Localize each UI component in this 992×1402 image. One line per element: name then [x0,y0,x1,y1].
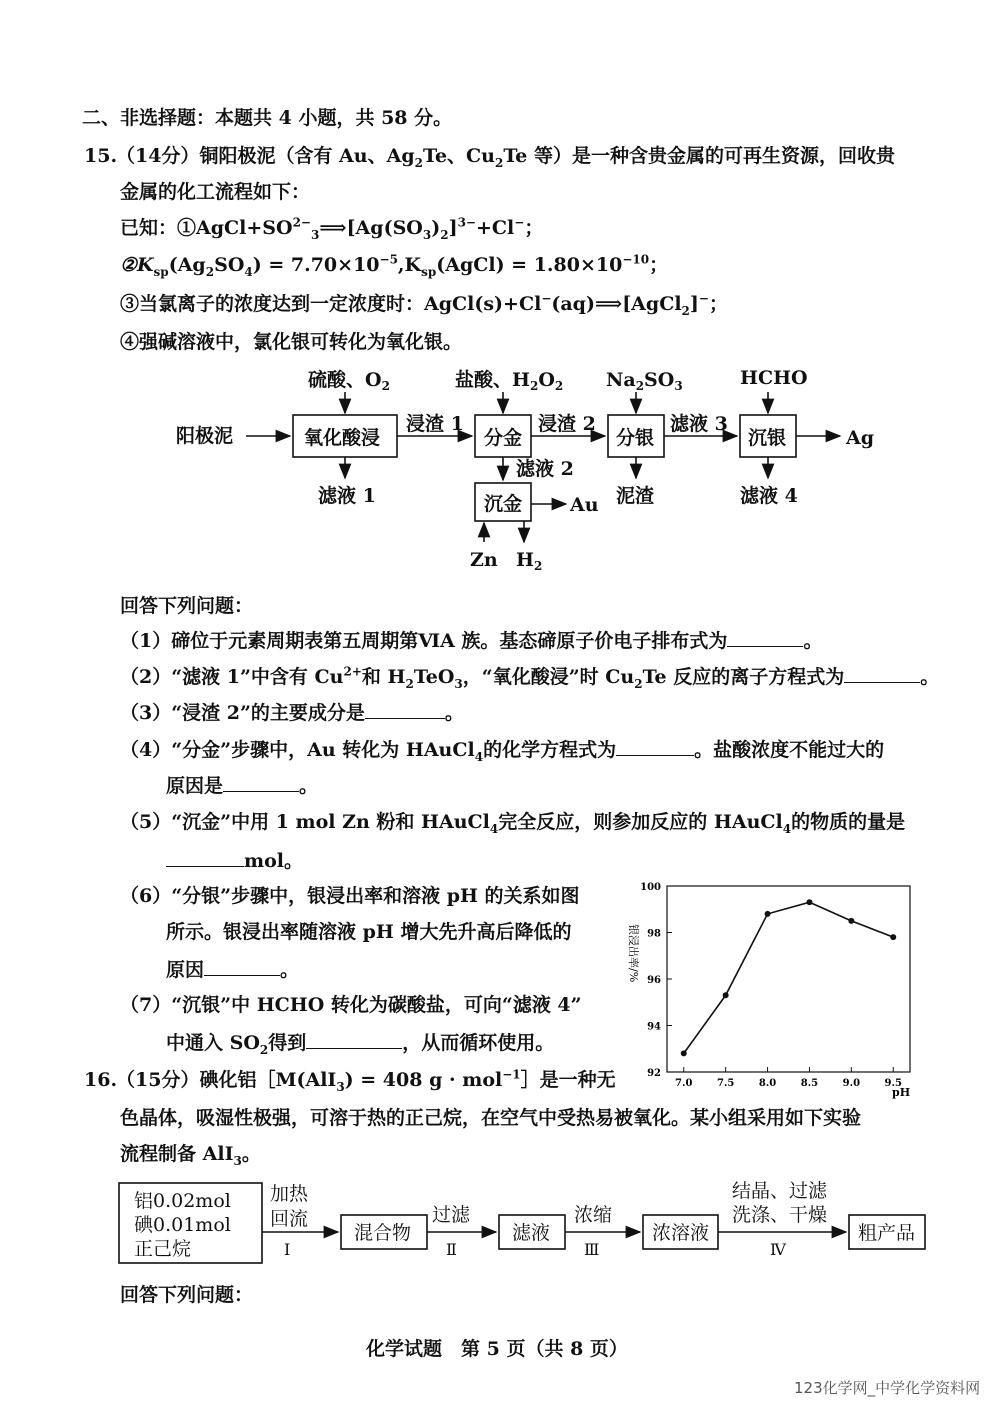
q16-line2: 色晶体，吸湿性极强，可溶于热的正己烷，在空气中受热易被氧化。某小组采用如下实验 [120,1107,862,1129]
y-tick-label: 98 [647,928,661,940]
q15-part7-l1: （7）“沉银”中 HCHO 转化为碳酸盐，可向“滤液 4” [120,994,582,1016]
known-1: 已知：$①AgCl+SO^{2-}_3⟹[Ag(SO_3)_2]^{3-}+Cl^-$； [120,215,544,242]
chart-ylabel: 银浸出率/% [627,924,640,983]
q15-part2: （2）“滤液 1”中含有 $Cu^{2+}$和 $H_2TeO_3$，“氧化酸浸”时 $Cu_2Te$ 反应的离子方程式为 。 [120,664,940,691]
data-point [890,934,896,940]
y-tick-label: 100 [640,882,661,893]
data-point [723,992,729,998]
flow16-box2-label: 滤液 [512,1222,551,1244]
q16-number: 16. [84,1069,118,1091]
q16-line3: 流程制备 AlI$_3$。 [120,1143,261,1168]
flow-product5: Au [570,494,599,516]
q16-line1: （15分）碘化铝［M(AlI$_3$) = 408 g · mol$^{-1}$］是一种无 [116,1067,616,1094]
flow-reagent4: HCHO [740,367,808,389]
known-2: $②K_{sp}(Ag_2SO_4)$ = $7.70\times 10^{-5},K_{sp}(AgCl) = 1.80\times 10^{-10}$； [120,252,669,279]
chart-series-line [684,902,893,1053]
q15-part4-line2: 原因是 。 [166,775,319,797]
answer-intro-16: 回答下列问题： [120,1284,254,1306]
flow16-step4-n: Ⅳ [770,1240,786,1259]
q15-part6-l3: 原因 。 [166,959,300,981]
flow-reagent3: $Na_2SO_3$ [606,369,683,393]
flow16-box3-label: 浓溶液 [652,1222,710,1244]
known-3: ③当氯离子的浓度达到一定浓度时：AgCl(s)+Cl−(aq)⟹[AgCl$_2$]−； [120,291,728,318]
flow-box3-label: 分银 [616,427,655,449]
flow16-step2: 过滤 [432,1204,471,1226]
q15-part3: （3）“浸渣 2”的主要成分是 。 [120,702,464,724]
flow-box2-label: 分金 [484,427,523,449]
q15-number: 15. [84,145,118,167]
flow-mid2: 浸渣 2 [538,413,596,435]
page-footer: 化学试题 第 5 页（共 8 页） [366,1338,628,1360]
flow-out4: 滤液 4 [740,485,798,507]
flow16-step1-b: 回流 [270,1208,309,1230]
data-point [681,1050,687,1056]
q15-part4: （4）“分金”步骤中，Au 转化为 HAuCl$_4$的化学方程式为 。盐酸浓度不能过大的 [120,739,885,764]
flow16-step1-n: I [284,1240,291,1259]
flow-reagent1: 硫酸、$O_2$ [308,369,390,393]
flow-start: 阳极泥 [176,425,234,447]
q15-part5: （5）“沉金”中用 1 mol Zn 粉和 HAuCl$_4$完全反应，则参加反应的 HAuCl$_4$的物质的量是 [120,811,906,836]
data-point [848,918,854,924]
flow-product: Ag [846,427,875,449]
section-title: 二、非选择题：本题共 4 小题，共 58 分。 [82,107,453,129]
watermark: 123化学网_中学化学资料网 [794,1379,981,1397]
flow-mid3: 滤液 3 [670,413,728,435]
x-tick-label: 8.0 [758,1078,777,1089]
flow16-step3-n: Ⅲ [584,1240,600,1259]
silver-leaching-chart [610,872,930,1102]
q15-part6-l1: （6）“分银”步骤中，银浸出率和溶液 pH 的关系如图 [120,885,580,907]
flow-out2: 滤液 2 [516,458,574,480]
flow-out5: $H_2$ [516,549,543,573]
q15-head-line2: 金属的化工流程如下： [120,181,311,203]
flow-box5-label: 沉金 [484,493,523,515]
flow16-step4-b: 洗涤、干燥 [732,1204,828,1226]
flow-mid1: 浸渣 1 [406,413,464,435]
x-tick-label: 9.0 [842,1078,861,1089]
q15-part5-line2: mol。 [166,848,303,873]
flow16-box1-label: 混合物 [354,1222,412,1244]
flow-reagent2: 盐酸、$H_2O_2$ [455,369,564,393]
y-tick-label: 96 [647,975,661,986]
flow-box4-label: 沉银 [748,427,787,449]
flow16-step4-a: 结晶、过滤 [732,1180,828,1202]
flow-in5: Zn [470,549,498,571]
answer-intro-15: 回答下列问题： [120,595,254,617]
known-4: ④强碱溶液中，氯化银可转化为氧化银。 [120,331,463,353]
x-tick-label: 7.5 [716,1078,735,1089]
flow-out3: 泥渣 [616,485,655,507]
q15-flow-diagram [0,360,992,590]
data-point [806,899,812,905]
q16-flow-diagram [0,1175,992,1275]
flow-box1-label: 氧化酸浸 [304,427,381,449]
q15-head: （14分）铜阳极泥（含有 Au、$Ag_2Te$、$Cu_2Te$ 等）是一种含贵金属的可再生资源，回收贵 [116,145,896,170]
y-tick-label: 92 [647,1068,661,1079]
q15-part1: （1）碲位于元素周期表第五周期第ⅥA 族。基态碲原子价电子排布式为 。 [120,630,823,652]
data-point [765,911,771,917]
y-tick-label: 94 [647,1021,661,1033]
x-tick-label: 9.5 [884,1078,902,1089]
flow16-step1-a: 加热 [270,1183,309,1205]
flow-out1: 滤液 1 [318,485,376,507]
x-tick-label: 8.5 [800,1078,819,1089]
chart-frame [667,886,910,1072]
flow16-step2-n: Ⅱ [446,1240,457,1259]
x-tick-label: 7.0 [675,1078,693,1089]
q15-part7-l2: 中通入 $SO_2$得到 ，从而循环使用。 [166,1032,555,1057]
flow16-start-l1: 铝0.02mol [134,1190,231,1212]
q15-part6-l2: 所示。银浸出率随溶液 pH 增大先升高后降低的 [166,921,572,943]
flow16-start-l2: 碘0.01mol [134,1214,231,1236]
flow16-box4-label: 粗产品 [858,1222,916,1244]
flow16-start-l3: 正己烷 [134,1238,192,1260]
chart-xlabel: pH [892,1086,911,1099]
flow16-step3: 浓缩 [574,1204,613,1226]
